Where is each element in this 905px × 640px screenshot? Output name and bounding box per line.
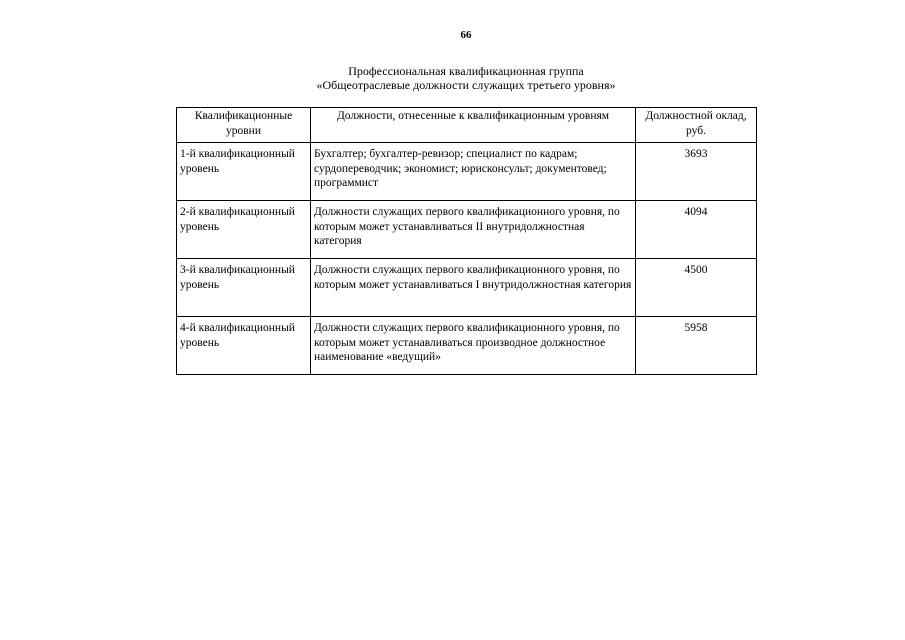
salary-cell: 5958 — [636, 317, 757, 375]
positions-cell: Должности служащих первого квалификационного уровня, по которым может устанавливаться I внутридолжностная категория — [311, 259, 636, 317]
salary-cell: 3693 — [636, 143, 757, 201]
salary-cell: 4500 — [636, 259, 757, 317]
level-cell: 1-й квалификационный уровень — [177, 143, 311, 201]
title-line-2: «Общеотраслевые должности служащих третьего уровня» — [316, 78, 616, 92]
table-row — [177, 317, 757, 375]
table-row — [177, 143, 757, 201]
level-cell: 4-й квалификационный уровень — [177, 317, 311, 375]
level-cell: 3-й квалификационный уровень — [177, 259, 311, 317]
table-header-row — [177, 108, 757, 143]
table-row — [177, 201, 757, 259]
header-salary: Должностной оклад, руб. — [636, 108, 757, 143]
level-cell: 2-й квалификационный уровень — [177, 201, 311, 259]
positions-cell: Бухгалтер; бухгалтер-ревизор; специалист по кадрам; сурдопереводчик; экономист; юрисконсульт; документовед; программист — [311, 143, 636, 201]
page-number: 66 — [460, 29, 472, 41]
table-row — [177, 259, 757, 317]
title-line-1: Профессиональная квалификационная группа — [348, 64, 584, 78]
salary-cell: 4094 — [636, 201, 757, 259]
positions-cell: Должности служащих первого квалификационного уровня, по которым может устанавливаться II внутридолжностная категория — [311, 201, 636, 259]
header-positions: Должности, отнесенные к квалификационным уровням — [311, 108, 636, 143]
header-level: Квалификационные уровни — [177, 108, 311, 143]
document-title — [0, 64, 905, 92]
salary-table — [176, 107, 757, 375]
positions-cell: Должности служащих первого квалификационного уровня, по которым может устанавливаться производное должностное наименование «ведущий» — [311, 317, 636, 375]
